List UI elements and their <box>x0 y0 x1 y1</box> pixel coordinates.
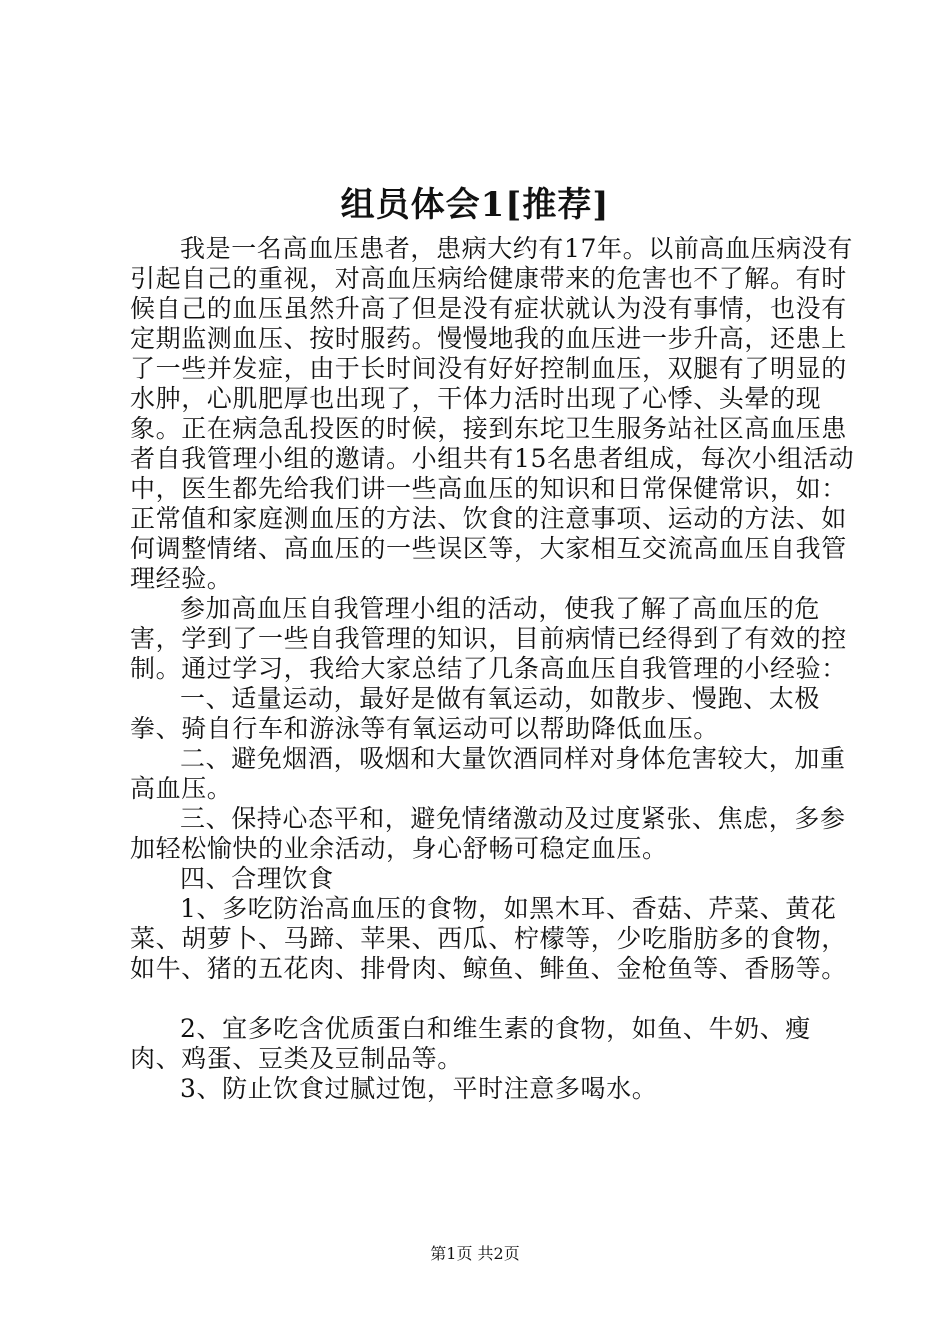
paragraph-calm-mind: 三、保持心态平和，避免情绪激动及过度紧张、焦虑，多参加轻松愉快的业余活动，身心舒畅可稳定血压。 <box>130 804 846 863</box>
paragraph-exercise: 一、适量运动，最好是做有氧运动，如散步、慢跑、太极拳、骑自行车和游泳等有氧运动可以帮助降低血压。 <box>130 684 821 743</box>
paragraph-diet-item-1: 1、多吃防治高血压的食物，如黑木耳、香菇、芹菜、黄花菜、胡萝卜、马蹄、苹果、西瓜、柠檬等，少吃脂肪多的食物，如牛、猪的五花肉、排骨肉、鲸鱼、鲱鱼、金枪鱼等、香肠等。 <box>130 894 847 983</box>
document-body <box>130 234 855 1104</box>
paragraph-diet-heading: 四、合理饮食 <box>180 864 334 893</box>
paragraph-intro: 我是一名高血压患者，患病大约有17年。以前高血压病没有引起自己的重视，对高血压病给健康带来的危害也不了解。有时候自己的血压虽然升高了但是没有症状就认为没有事情，也没有定期监测血压、按时服药。慢慢地我的血压进一步升高，还患上了一些并发症，由于长时间没有好好控制血压，双腿有了明显的水肿，心肌肥厚也出现了，干体力活时出现了心悸、头晕的现象。正在病急乱投医的时候，接到东坨卫生服务站社区高血压患者自我管理小组的邀请。小组共有15名患者组成，每次小组活动中，医生都先给我们讲一些高血压的知识和日常保健常识，如：正常值和家庭测血压的方法、饮食的注意事项、运动的方法、如何调整情绪、高血压的一些误区等，大家相互交流高血压自我管理经验。 <box>130 234 855 593</box>
paragraph-diet-item-3: 3、防止饮食过腻过饱，平时注意多喝水。 <box>180 1074 658 1103</box>
paragraph-gap <box>130 984 855 1014</box>
paragraph-no-smoking-drinking: 二、避免烟酒，吸烟和大量饮酒同样对身体危害较大，加重高血压。 <box>130 744 846 803</box>
page-number-footer: 第1页 共2页 <box>430 1244 520 1263</box>
paragraph-experience: 参加高血压自我管理小组的活动，使我了解了高血压的危害，学到了一些自我管理的知识，目前病情已经得到了有效的控制。通过学习，我给大家总结了几条高血压自我管理的小经验： <box>130 594 847 683</box>
paragraph-diet-item-2: 2、宜多吃含优质蛋白和维生素的食物，如鱼、牛奶、瘦肉、鸡蛋、豆类及豆制品等。 <box>130 1014 811 1073</box>
document-title: 组员体会1[推荐] <box>340 185 610 225</box>
